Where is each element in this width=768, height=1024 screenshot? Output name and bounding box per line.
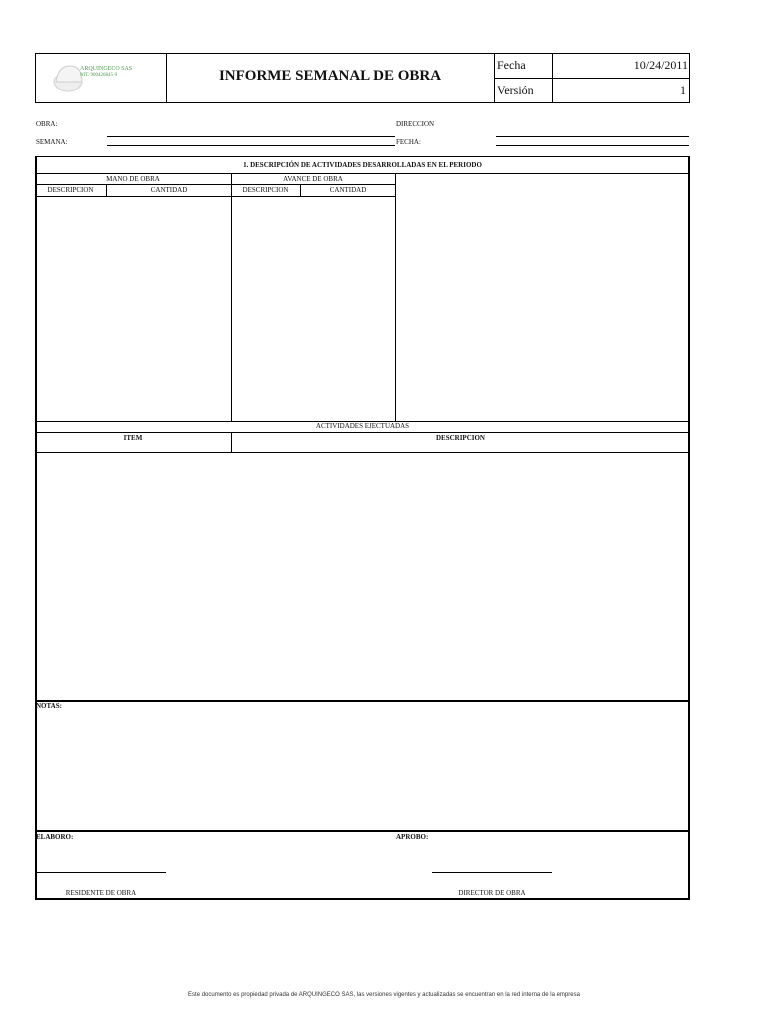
avance-obra-area[interactable] <box>232 197 394 420</box>
mano-col-cantidad: CANTIDAD <box>150 186 188 194</box>
mano-obra-header: MANO DE OBRA <box>106 175 160 183</box>
signature-divider <box>35 830 690 832</box>
director-signature-line[interactable] <box>432 872 552 873</box>
fecha-info-label: FECHA: <box>396 138 421 146</box>
actividades-area[interactable] <box>36 453 688 699</box>
column-divider <box>106 184 107 196</box>
direccion-field-line[interactable] <box>496 136 689 137</box>
avance-col-descripcion: DESCRIPCION <box>242 186 289 194</box>
obra-field-line[interactable] <box>107 136 395 137</box>
actividades-divider <box>35 432 690 433</box>
semana-label: SEMANA: <box>36 138 68 146</box>
notas-area[interactable] <box>36 712 688 829</box>
actividades-header: ACTIVIDADES EJECTUADAS <box>315 422 410 430</box>
item-header: ITEM <box>123 434 143 442</box>
mano-obra-area[interactable] <box>36 197 230 420</box>
avance-col-cantidad: CANTIDAD <box>329 186 367 194</box>
elaboro-label: ELABORO: <box>36 833 74 841</box>
column-divider <box>300 184 301 196</box>
avance-obra-header: AVANCE DE OBRA <box>283 175 343 183</box>
version-label: Versión <box>497 83 534 97</box>
aprobo-label: APROBO: <box>396 833 429 841</box>
notas-divider <box>35 700 690 702</box>
page-title: INFORME SEMANAL DE OBRA <box>218 68 442 84</box>
residente-signature-line[interactable] <box>36 872 166 873</box>
notas-label: NOTAS: <box>36 702 62 710</box>
version-value: 1 <box>680 83 686 97</box>
obra-label: OBRA: <box>36 120 58 128</box>
company-logo <box>50 60 150 94</box>
column-divider <box>231 432 232 452</box>
fecha-label: Fecha <box>497 58 526 72</box>
section-title: 1. DESCRIPCIÓN DE ACTIVIDADES DESARROLLADAS EN EL PERIODO <box>243 161 482 169</box>
director-label: DIRECTOR DE OBRA <box>458 889 526 897</box>
header-divider <box>494 78 690 79</box>
direccion-label: DIRECCION <box>396 120 435 128</box>
right-notes-area[interactable] <box>396 174 688 420</box>
footer-text: Este documento es propiedad privada de ARQUINGECO SAS, las versiones vigentes y actualizadas se encuentran en la red interna de la empresa <box>188 992 580 998</box>
subheader-divider <box>35 184 395 185</box>
descripcion-header: DESCRIPCION <box>435 434 485 442</box>
company-name: ARQUINGECO SAS <box>80 66 133 72</box>
company-nit: NIT. 900426845-9 <box>80 73 118 78</box>
semana-field-line[interactable] <box>107 145 395 146</box>
fecha-value: 10/24/2011 <box>633 58 688 72</box>
residente-label: RESIDENTE DE OBRA <box>65 889 137 897</box>
mano-col-descripcion: DESCRIPCION <box>47 186 94 194</box>
fecha-field-line[interactable] <box>496 145 689 146</box>
